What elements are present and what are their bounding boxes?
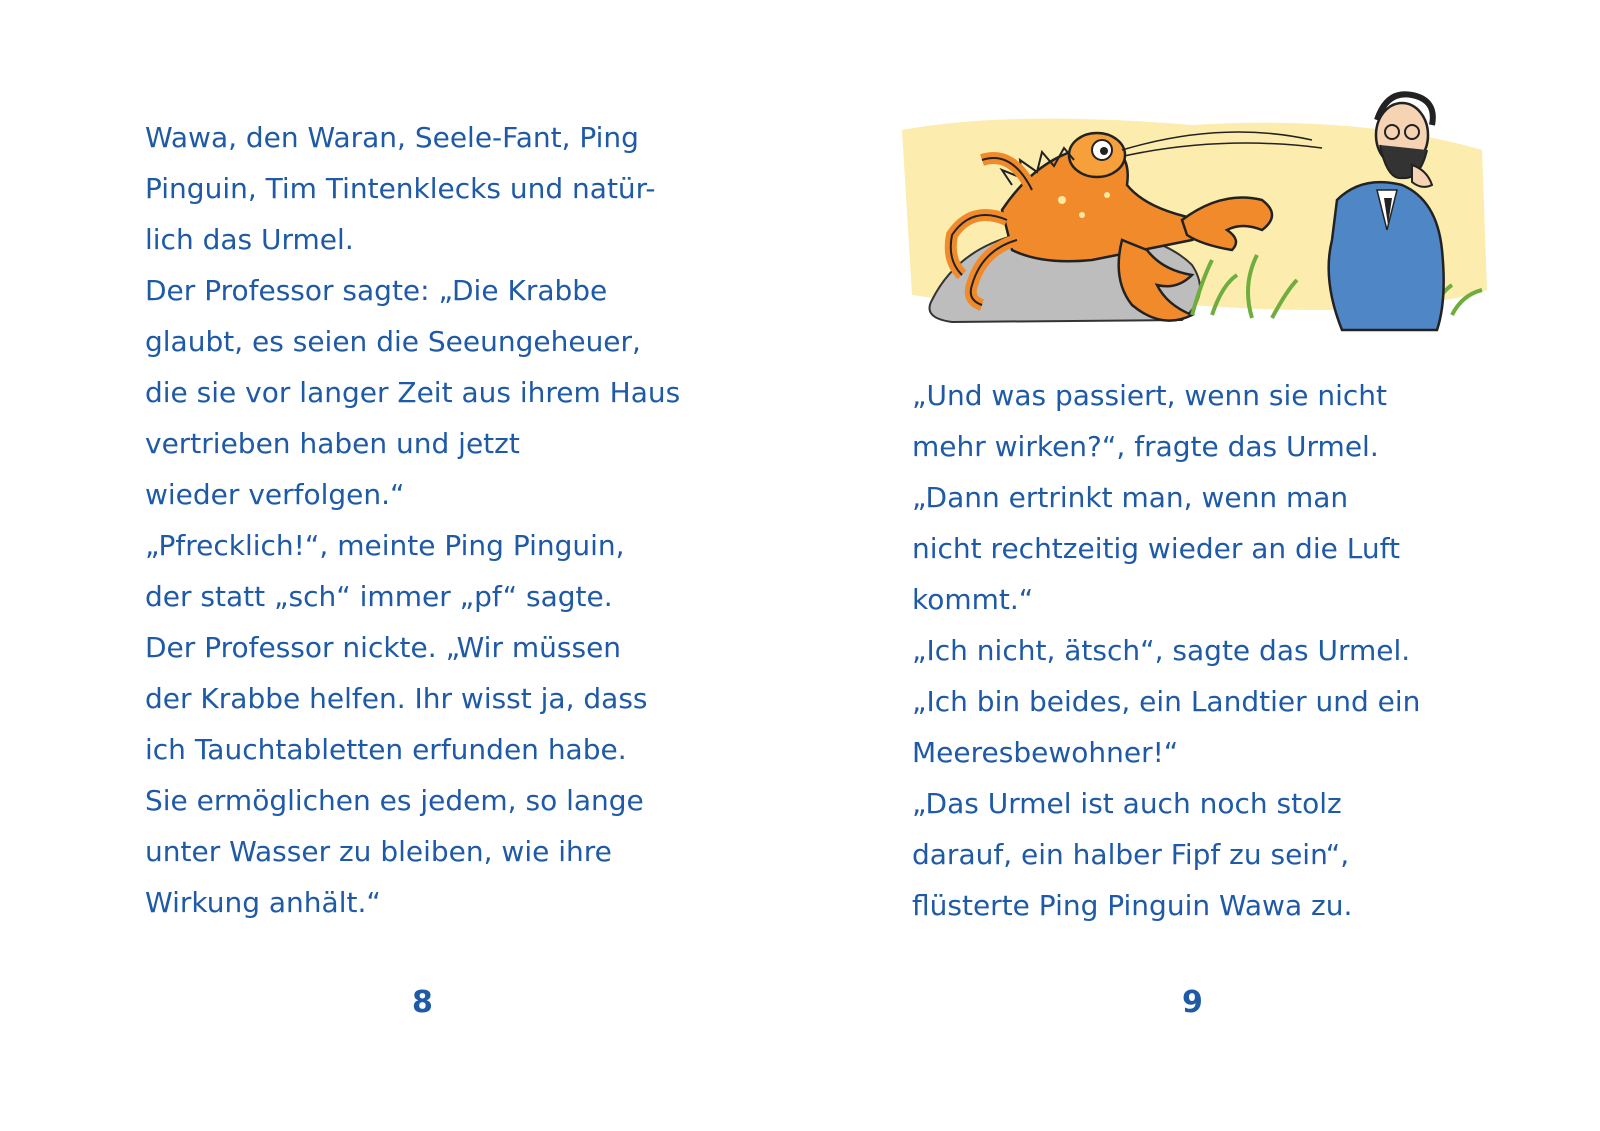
text-line: lich das Urmel. — [145, 223, 354, 256]
text-line: glaubt, es seien die Seeungeheuer, — [145, 325, 641, 358]
right-page — [800, 0, 1600, 1131]
text-line: die sie vor langer Zeit aus ihrem Haus — [145, 376, 681, 409]
left-page-text — [145, 112, 680, 928]
text-line: Wirkung anhält.“ — [145, 886, 381, 919]
text-line: mehr wirken?“, fragte das Urmel. — [912, 430, 1379, 463]
text-line: Meeresbewohner!“ — [912, 736, 1179, 769]
text-line: der statt „sch“ immer „pf“ sagte. — [145, 580, 613, 613]
text-line: Der Professor sagte: „Die Krabbe — [145, 274, 608, 307]
text-line: darauf, ein halber Fipf zu sein“, — [912, 838, 1350, 871]
text-line: wieder verfolgen.“ — [145, 478, 405, 511]
page-number-left: 8 — [412, 985, 433, 1020]
text-line: „Ich bin beides, ein Landtier und ein — [912, 685, 1421, 718]
crab-and-professor-illustration-icon — [892, 90, 1492, 355]
text-line: Pinguin, Tim Tintenklecks und natür- — [145, 172, 656, 205]
text-line: „Das Urmel ist auch noch stolz — [912, 787, 1342, 820]
page-number-right: 9 — [1182, 985, 1203, 1020]
text-line: der Krabbe helfen. Ihr wisst ja, dass — [145, 682, 648, 715]
text-line: Der Professor nickte. „Wir müssen — [145, 631, 622, 664]
text-line: Sie ermöglichen es jedem, so lange — [145, 784, 644, 817]
text-line: „Dann ertrinkt man, wenn man — [912, 481, 1349, 514]
text-line: „Pfrecklich!“, meinte Ping Pinguin, — [145, 529, 625, 562]
text-line: nicht rechtzeitig wieder an die Luft — [912, 532, 1400, 565]
text-line: ich Tauchtabletten erfunden habe. — [145, 733, 627, 766]
text-line: „Ich nicht, ätsch“, sagte das Urmel. — [912, 634, 1411, 667]
text-line: unter Wasser zu bleiben, wie ihre — [145, 835, 612, 868]
text-line: kommt.“ — [912, 583, 1034, 616]
text-line: vertrieben haben und jetzt — [145, 427, 520, 460]
text-line: flüsterte Ping Pinguin Wawa zu. — [912, 889, 1353, 922]
text-line: Wawa, den Waran, Seele-Fant, Ping — [145, 121, 639, 154]
text-line: „Und was passiert, wenn sie nicht — [912, 379, 1388, 412]
right-page-text — [912, 370, 1420, 931]
